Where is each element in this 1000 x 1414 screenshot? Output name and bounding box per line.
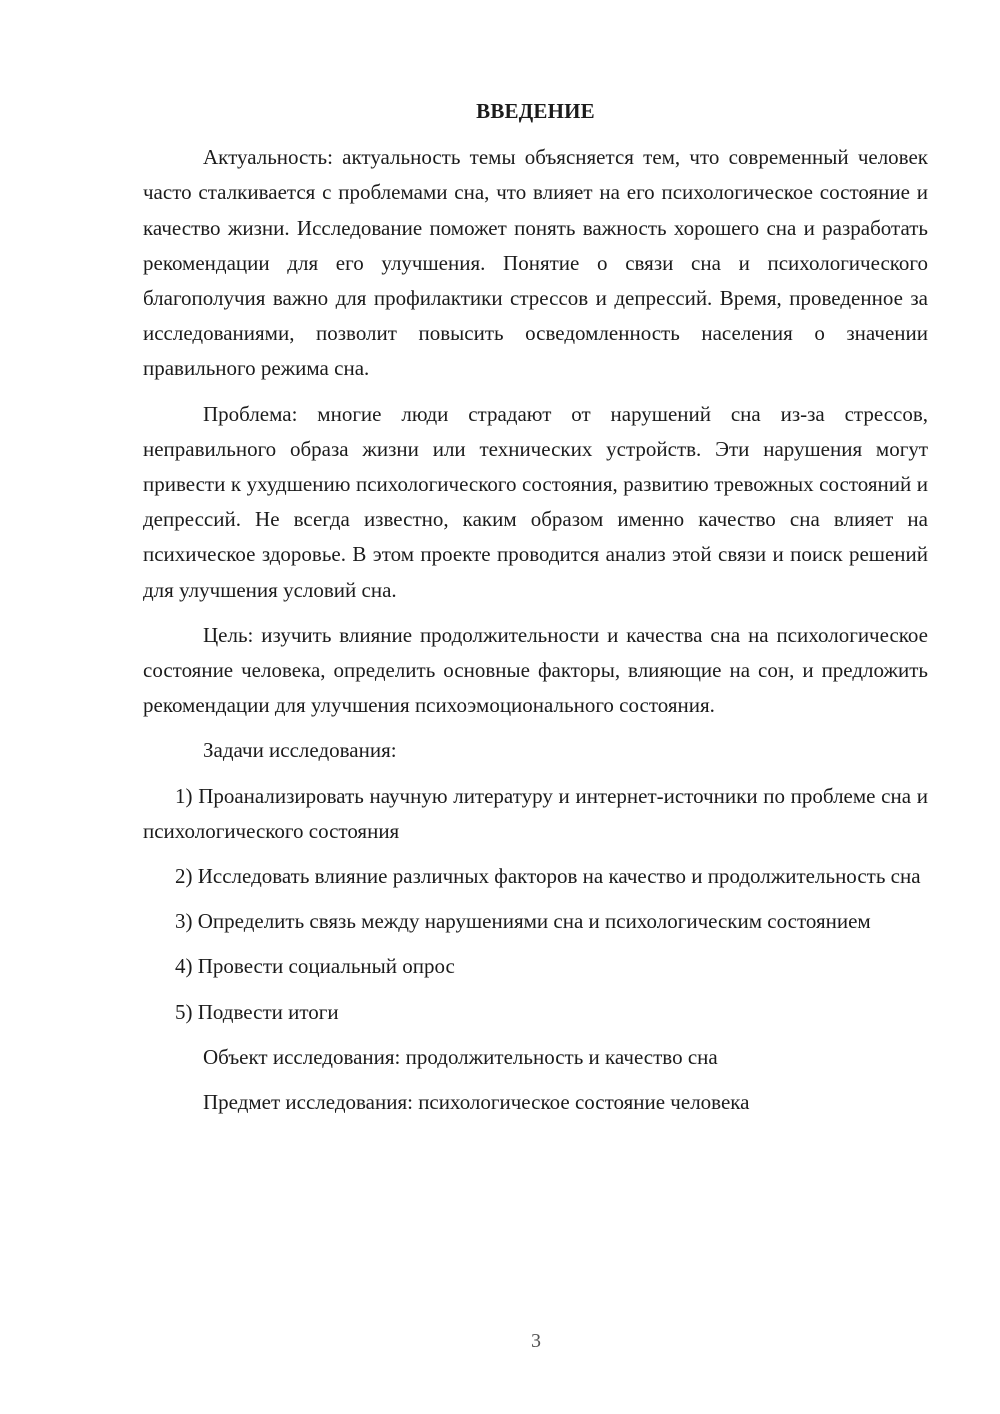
research-subject: Предмет исследования: психологическое состояние человека (203, 1090, 750, 1115)
section-heading: ВВЕДЕНИЕ (476, 99, 595, 123)
task-item-4: 4) Провести социальный опрос (175, 954, 455, 979)
task-item-3: 3) Определить связь между нарушениями сна и психологическим состоянием (175, 909, 871, 934)
paragraph-relevance: Актуальность: актуальность темы объясняется тем, что современный человек часто сталкивается с проблемами сна, что влияет на его психологическое состояние и качество жизни. Исследование поможет понять важность хорошего сна и разработать рекомендации для его улучшения. Понятие о связи сна и психологического благополучия важно для профилактики стрессов и депрессий. Время, проведенное за исследованиями, позволит повысить осведомленность населения о значении правильного режима сна. (143, 145, 928, 381)
document-page (143, 94, 928, 1130)
task-item-1: 1) Проанализировать научную литературу и интернет-источники по проблеме сна и психологического состояния (143, 783, 928, 843)
tasks-heading: Задачи исследования: (203, 738, 397, 763)
research-object: Объект исследования: продолжительность и качество сна (203, 1044, 718, 1069)
paragraph-goal: Цель: изучить влияние продолжительности и качества сна на психологическое состояние человека, определить основные факторы, влияющие на сон, и предложить рекомендации для улучшения психоэмоционального состояния. (143, 622, 928, 718)
paragraph-problem: Проблема: многие люди страдают от нарушений сна из-за стрессов, неправильного образа жизни или технических устройств. Эти нарушения могут привести к ухудшению психологического состояния, развитию тревожных состояний и депрессий. Не всегда известно, каким образом именно качество сна влияет на психическое здоровье. В этом проекте проводится анализ этой связи и поиск решений для улучшения условий сна. (143, 401, 928, 602)
page-number: 3 (531, 1330, 541, 1352)
task-item-2: 2) Исследовать влияние различных факторов на качество и продолжительность сна (175, 864, 921, 889)
task-item-5: 5) Подвести итоги (175, 999, 339, 1024)
